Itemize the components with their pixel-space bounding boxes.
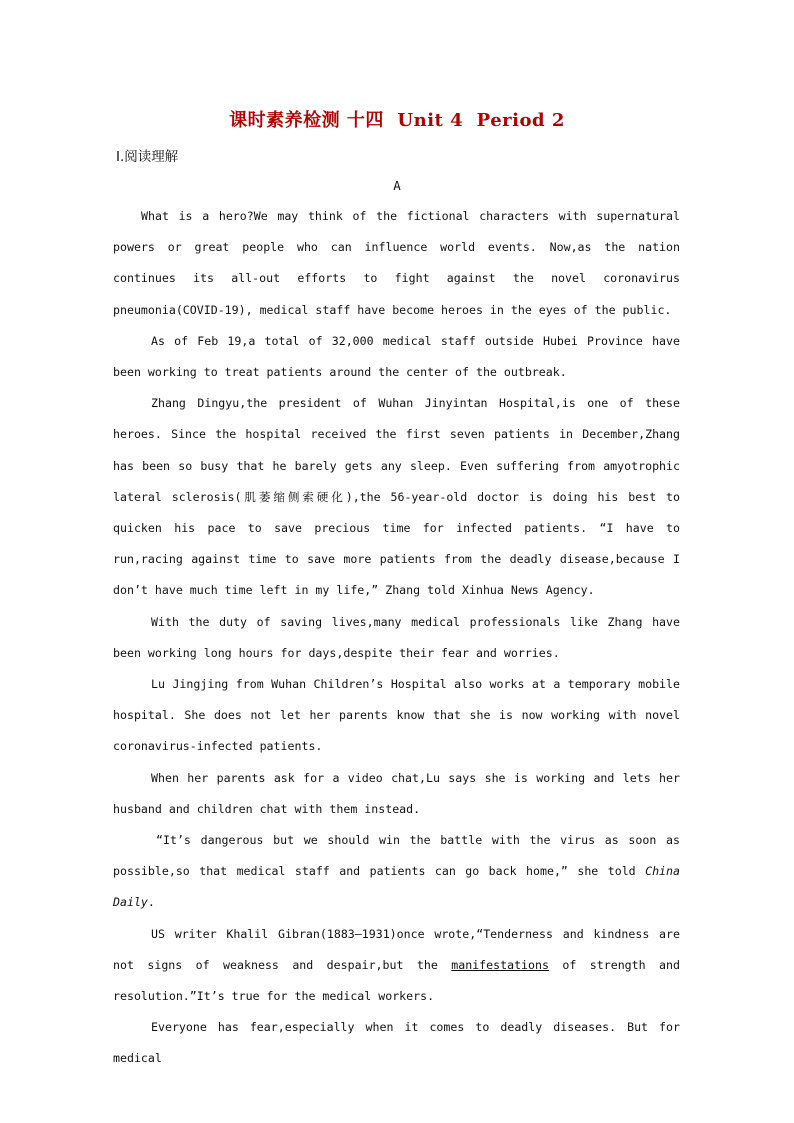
page-title: 课时素养检测 十四 Unit 4 Period 2 [229,110,565,131]
paragraph-video-chat: When her parents ask for a video chat,Lu says she is working and lets her husband and children chat with them instead. [113,770,680,816]
gibran-end: of strength and resolution.”It’s true for the medical workers. [113,957,680,1004]
section-heading: Ⅰ.阅读理解 [116,149,179,165]
paragraph-lu-jingjing: Lu Jingjing from Wuhan Children’s Hospital also works at a temporary mobile hospital. She does not let her parents know that she is now working with novel coronavirus-infected patients. [113,677,680,754]
gibran-text: US writer Khalil Gibran(1883—1931)once wrote,“Tenderness and kindness are not signs of weakness and despair,but the [113,926,680,972]
passage-body [113,201,680,1075]
newspaper-name: China Daily [113,864,680,910]
quote-text: “It’s dangerous but we should win the battle with the virus as soon as possible,so that medical staff and patients can go back home,” she told [113,833,680,879]
passage-label: A [393,178,401,193]
paragraph-lu-quote [113,825,680,919]
underlined-word: manifestations [451,957,549,972]
paragraph-fear: Everyone has fear,especially when it comes to deadly diseases. But for medical [113,1020,680,1066]
paragraph-zhang-dingyu: Zhang Dingyu,the president of Wuhan Jinyintan Hospital,is one of these heroes. Since the hospital received the first seven patients in December,Zhang has been so busy that he barely gets any sleep. Even suffering from amyotrophic lateral sclerosis(肌萎缩侧索硬化),the 56-year-old doctor is doing his best to quicken his pace to save precious time for infected patients. “I have to run,racing against time to save more patients from the deadly disease,because I don’t have much time left in my life,” Zhang told Xinhua News Agency. [113,396,680,598]
paragraph-duty: With the duty of saving lives,many medical professionals like Zhang have been working long hours for days,despite their fear and worries. [113,614,680,660]
paragraph-hero-definition: What is a hero?We may think of the fictional characters with supernatural powers or great people who can influence world events. Now,as the nation continues its all-out efforts to fight against the novel coronavirus pneumonia(COVID-19), medical staff have become heroes in the eyes of the public. [113,209,680,317]
paragraph-gibran [113,919,680,1013]
quote-end: . [147,895,155,910]
paragraph-medical-staff-count: As of Feb 19,a total of 32,000 medical staff outside Hubei Province have been working to treat patients around the center of the outbreak. [113,333,680,380]
